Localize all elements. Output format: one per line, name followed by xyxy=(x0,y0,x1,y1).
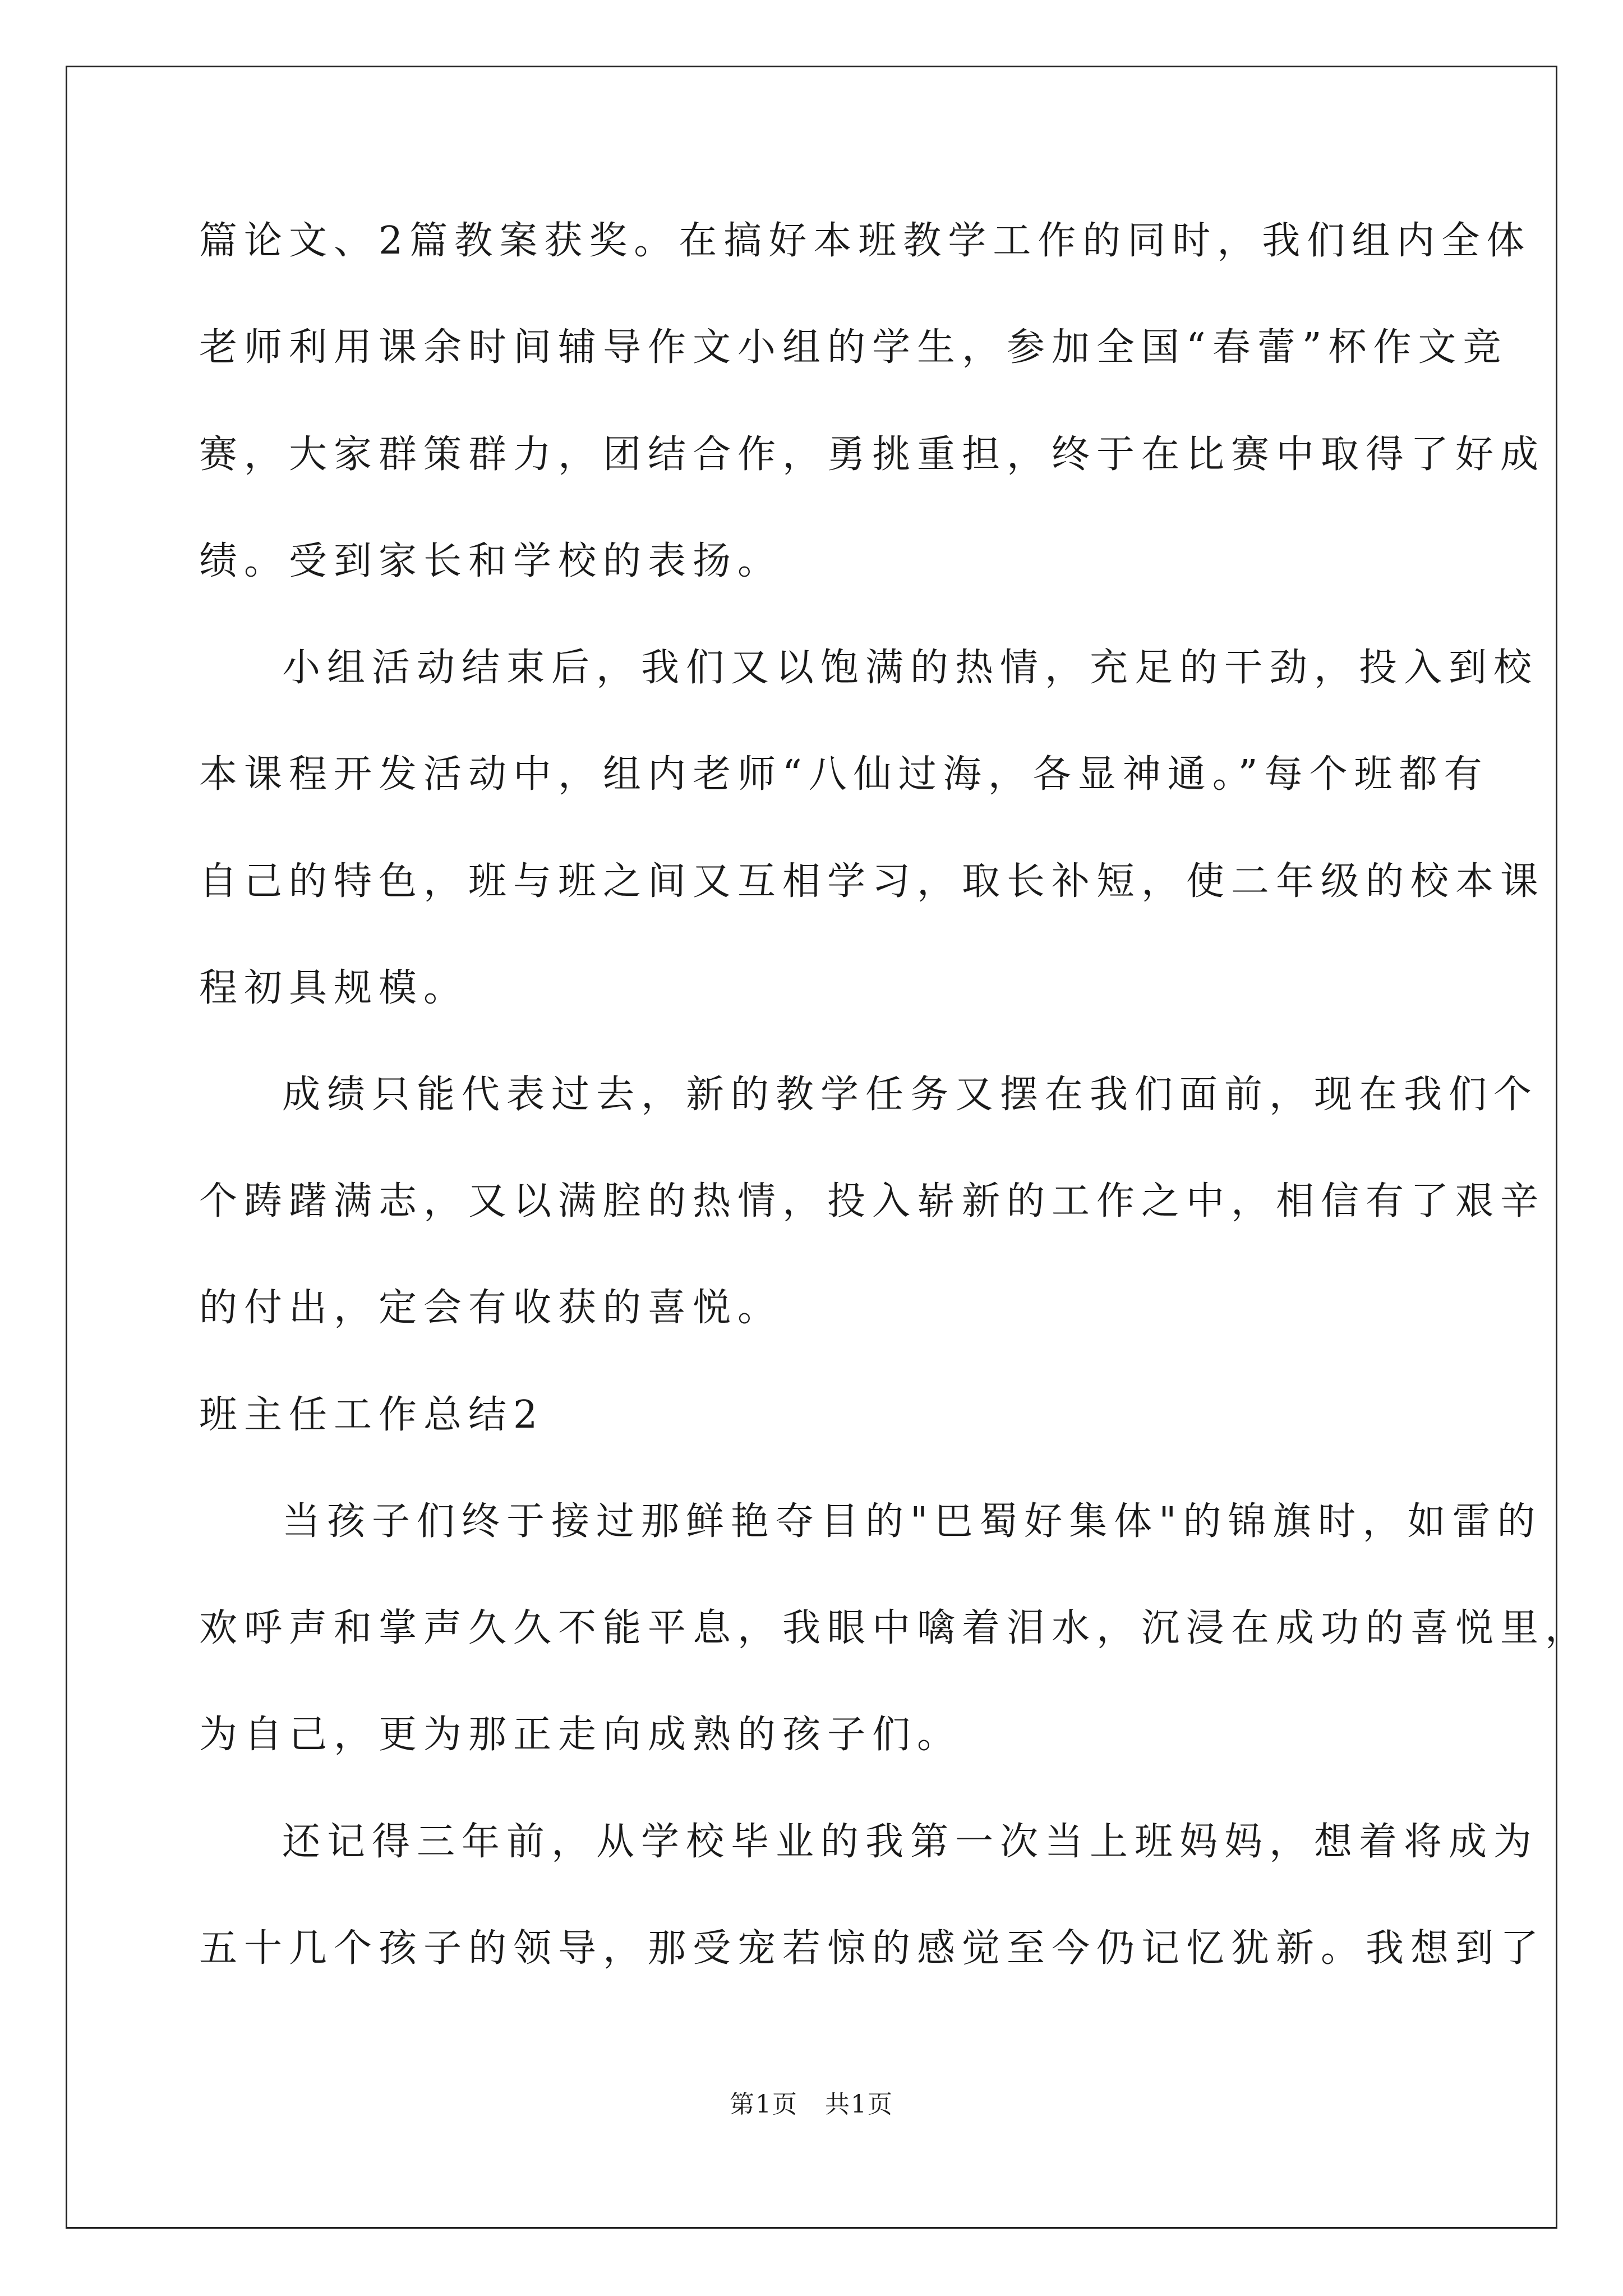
text-line: 赛，大家群策群力，团结合作，勇挑重担，终于在比赛中取得了好成 xyxy=(199,432,1546,477)
text-line: 本课程开发活动中，组内老师“八仙过海，各显神通。”每个班都有 xyxy=(199,752,1489,797)
section-heading: 班主任工作总结2 xyxy=(199,1393,545,1437)
page-border xyxy=(66,66,1557,2229)
paragraph-first-line: 成绩只能代表过去，新的教学任务又摆在我们面前，现在我们个 xyxy=(282,1073,1539,1117)
text-line: 的付出，定会有收获的喜悦。 xyxy=(199,1286,783,1330)
text-line: 五十几个孩子的领导，那受宠若惊的感觉至今仍记忆犹新。我想到了 xyxy=(199,1926,1546,1971)
paragraph-first-line: 小组活动结束后，我们又以饱满的热情，充足的干劲，投入到校 xyxy=(282,646,1539,690)
text-line: 欢呼声和掌声久久不能平息，我眼中噙着泪水，沉浸在成功的喜悦里， xyxy=(199,1606,1590,1650)
text-line: 自己的特色，班与班之间又互相学习，取长补短，使二年级的校本课 xyxy=(199,859,1546,904)
page-footer: 第1页 共1页 xyxy=(730,2090,893,2119)
text-line: 老师利用课余时间辅导作文小组的学生，参加全国“春蕾”杯作文竞 xyxy=(199,325,1508,370)
paragraph-first-line: 还记得三年前，从学校毕业的我第一次当上班妈妈，想着将成为 xyxy=(282,1820,1539,1864)
text-line: 程初具规模。 xyxy=(199,966,469,1010)
text-line: 个踌躇满志，又以满腔的热情，投入崭新的工作之中，相信有了艰辛 xyxy=(199,1179,1546,1223)
text-line: 为自己，更为那正走向成熟的孩子们。 xyxy=(199,1713,962,1757)
paragraph-first-line: 当孩子们终于接过那鲜艳夺目的"巴蜀好集体"的锦旗时，如雷的 xyxy=(282,1499,1542,1544)
text-line: 绩。受到家长和学校的表扬。 xyxy=(199,539,783,583)
text-line: 篇论文、2篇教案获奖。在搞好本班教学工作的同时，我们组内全体 xyxy=(199,219,1532,263)
